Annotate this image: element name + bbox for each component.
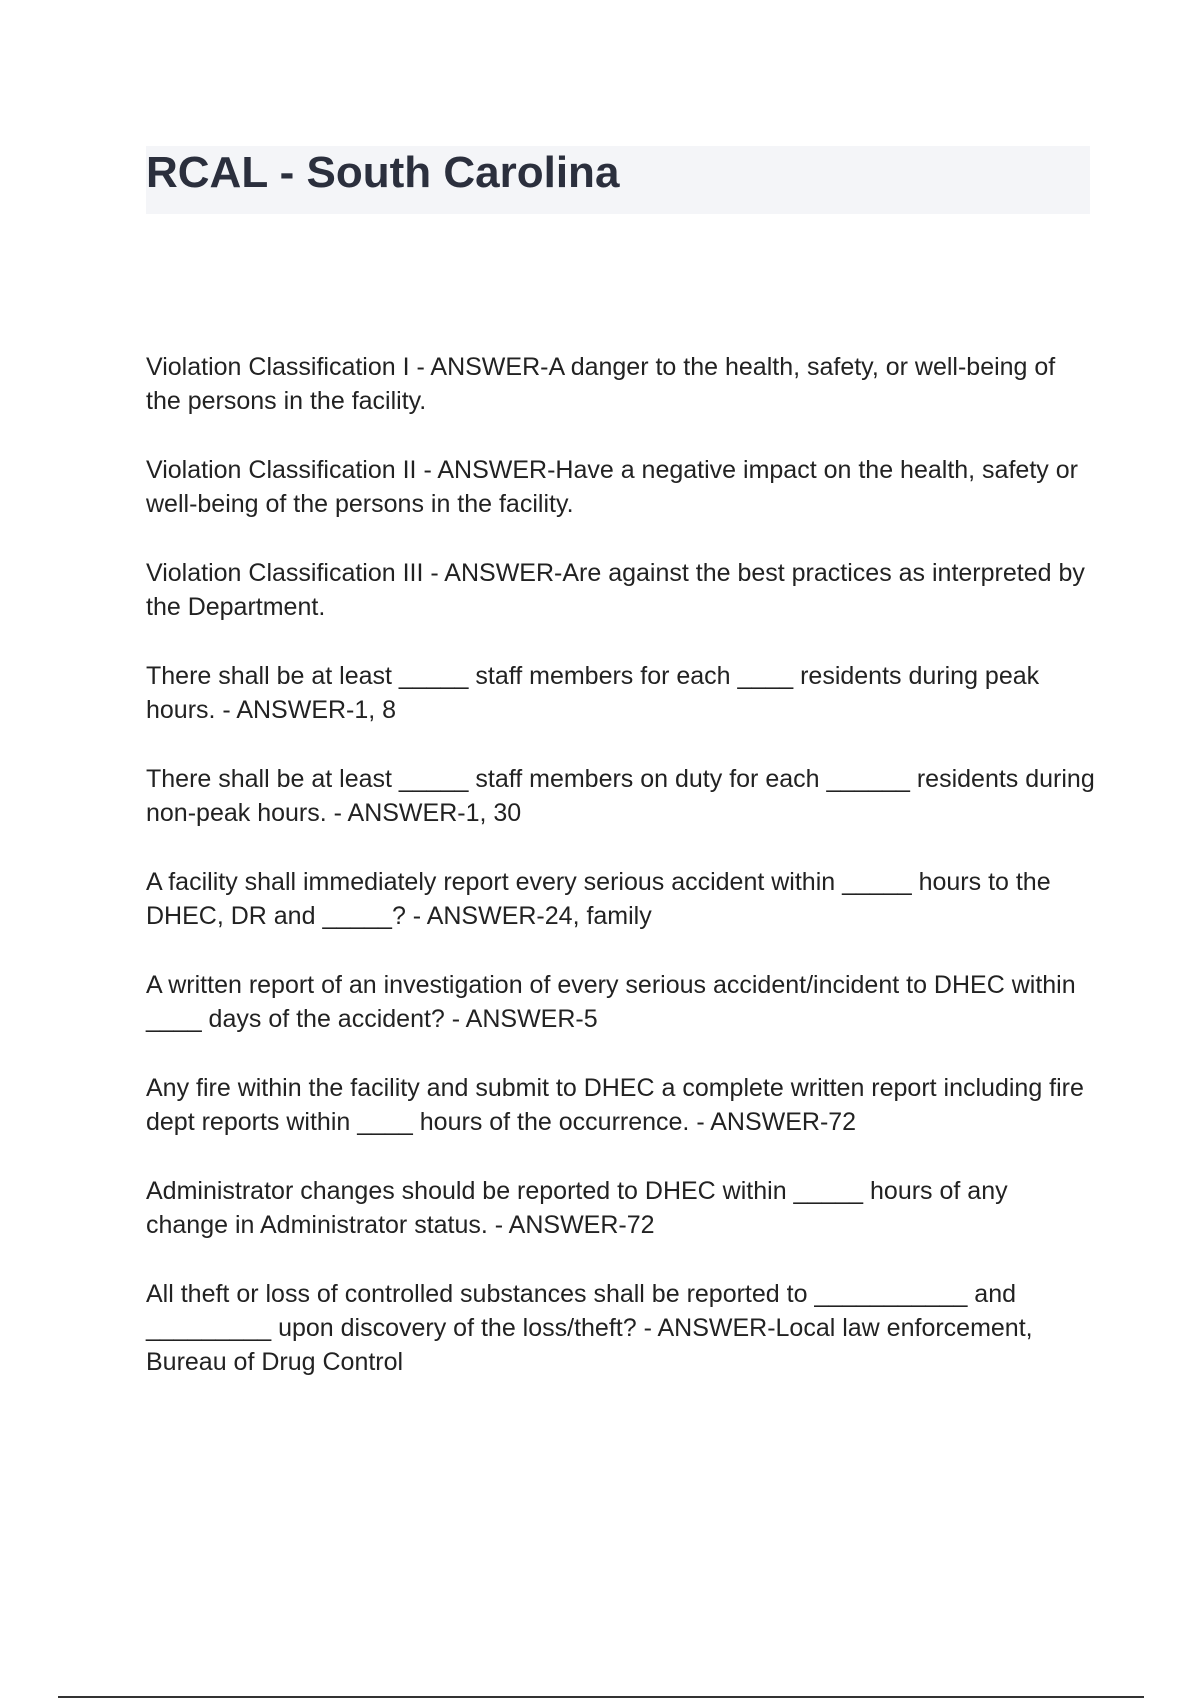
qa-item-fire-report: Any fire within the facility and submit to DHEC a complete written report including fire dept reports within ____ hours of the occurrence. - ANSWER-72 xyxy=(146,1074,1084,1136)
qa-item-controlled-substances: All theft or loss of controlled substances shall be reported to ___________ and _________ upon discovery of the loss/theft? - ANSWER-Local law enforcement, Bureau of Drug Control xyxy=(146,1280,1033,1376)
qa-list xyxy=(146,350,1096,1414)
qa-item-accident-report: A facility shall immediately report every serious accident within _____ hours to the DHEC, DR and _____? - ANSWER-24, family xyxy=(146,868,1051,930)
qa-item-investigation-report: A written report of an investigation of every serious accident/incident to DHEC within ____ days of the accident? - ANSWER-5 xyxy=(146,971,1076,1033)
qa-item-peak-staffing: There shall be at least _____ staff members for each ____ residents during peak hours. - ANSWER-1, 8 xyxy=(146,662,1040,724)
footer-rule xyxy=(58,1696,1144,1698)
qa-item-violation-class-2: Violation Classification II - ANSWER-Have a negative impact on the health, safety or well-being of the persons in the facility. xyxy=(146,456,1078,518)
title-band xyxy=(146,146,1090,214)
page-title: RCAL - South Carolina xyxy=(146,148,620,197)
qa-item-non-peak-staffing: There shall be at least _____ staff members on duty for each ______ residents during non-peak hours. - ANSWER-1, 30 xyxy=(146,765,1095,827)
qa-item-administrator-change: Administrator changes should be reported to DHEC within _____ hours of any change in Administrator status. - ANSWER-72 xyxy=(146,1177,1008,1239)
qa-item-violation-class-3: Violation Classification III - ANSWER-Are against the best practices as interpreted by the Department. xyxy=(146,559,1085,621)
qa-item-violation-class-1: Violation Classification I - ANSWER-A danger to the health, safety, or well-being of the persons in the facility. xyxy=(146,353,1056,415)
